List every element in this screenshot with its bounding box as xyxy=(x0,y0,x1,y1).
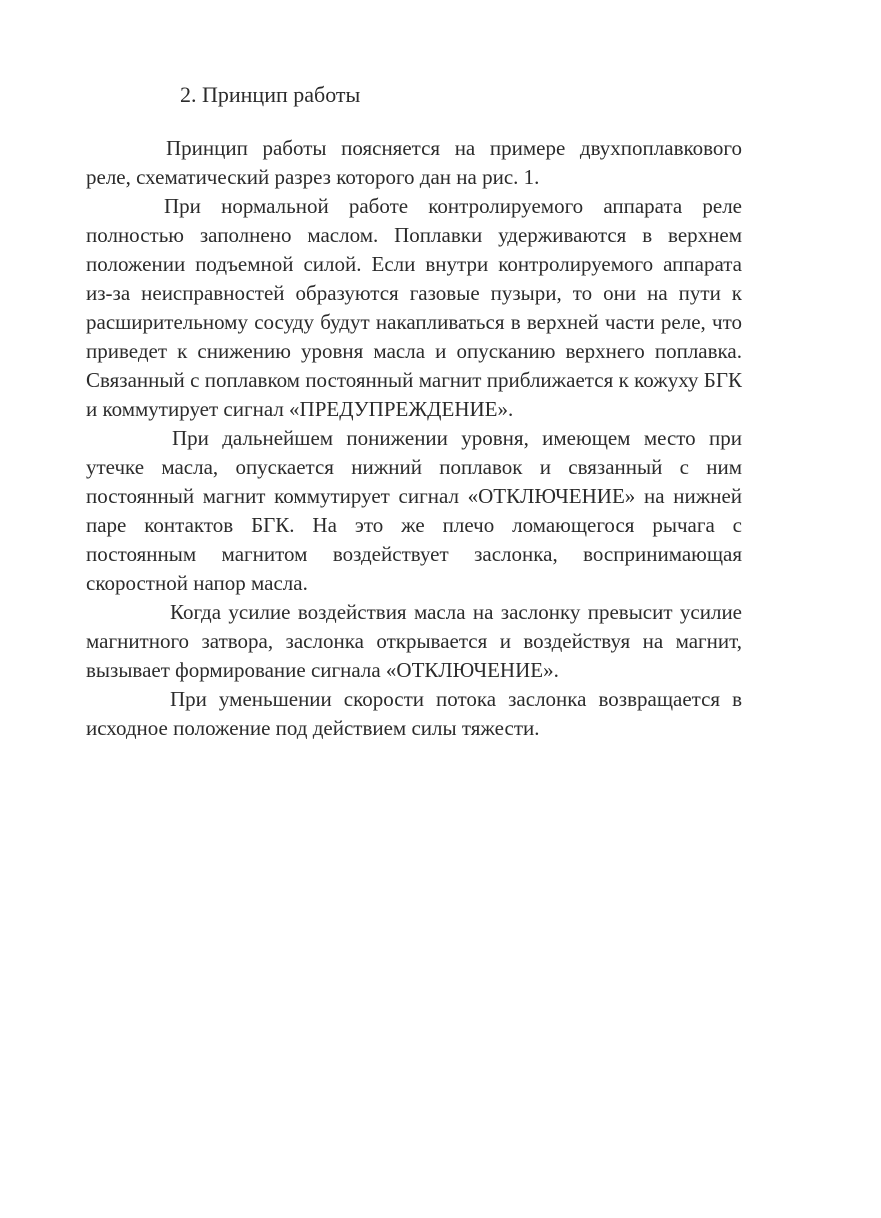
paragraph-principle-intro: Принцип работы поясняется на примере двухпоплавкового реле, схематический разрез которого дан на рис. 1. xyxy=(86,136,742,189)
paragraph-level-drop: При дальнейшем понижении уровня, имеющем место при утечке масла, опускается нижний поплавок и связанный с ним постоянный магнит коммутирует сигнал «ОТКЛЮЧЕНИЕ» на нижней паре контактов БГК. На это же плечо ломающегося рычага с постоянным магнитом воздействует заслонка, воспринимающая скоростной напор масла. xyxy=(86,426,742,595)
paragraph-flap-opening: Когда усилие воздействия масла на заслонку превысит усилие магнитного затвора, заслонка открывается и воздействуя на магнит, вызывает формирование сигнала «ОТКЛЮЧЕНИЕ». xyxy=(86,600,742,682)
paragraph-normal-operation: При нормальной работе контролируемого аппарата реле полностью заполнено маслом. Поплавки удерживаются в верхнем положении подъемной силой. Если внутри контролируемого аппарата из-за неисправностей образуются газовые пузыри, то они на пути к расширительному сосуду будут накапливаться в верхней части реле, что приведет к снижению уровня масла и опусканию верхнего поплавка. Связанный с поплавком постоянный магнит приближается к кожуху БГК и коммутирует сигнал «ПРЕДУПРЕЖДЕНИЕ». xyxy=(86,194,742,421)
paragraph-flap-return: При уменьшении скорости потока заслонка возвращается в исходное положение под действием силы тяжести. xyxy=(86,687,742,740)
section-heading: 2. Принцип работы xyxy=(180,82,361,107)
body-text xyxy=(86,134,742,743)
